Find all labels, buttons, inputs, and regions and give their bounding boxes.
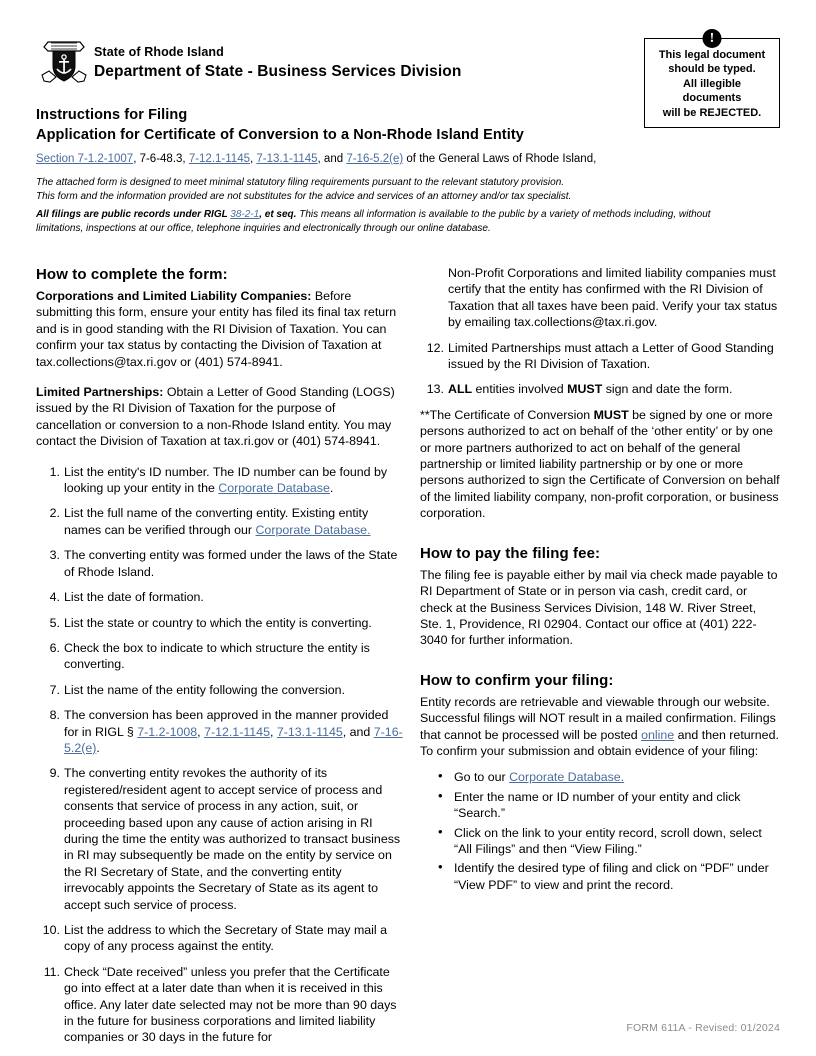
bullet-text: Go to our bbox=[454, 770, 510, 785]
title-line-2: Application for Certificate of Conversion to a Non-Rhode Island Entity bbox=[36, 127, 524, 143]
statute-link-7-13-1-1145[interactable]: 7-13.1-1145 bbox=[256, 153, 318, 165]
instruction-list-right bbox=[420, 340, 780, 398]
list-item bbox=[438, 789, 780, 822]
limited-partnerships-body: Obtain a Letter of Good Standing (LOGS) issued by the RI Division of Taxation for the purpose of cancellation or conversion to a non-Rhode Island entity. You may contact the Division of Taxation at tax.ri.gov or (401) 574-8941. bbox=[36, 385, 395, 449]
bullet-text: Identify the desired type of filing and click on “PDF” under “View PDF” to view and print the record. bbox=[454, 861, 769, 892]
warning-line-2: should be typed. bbox=[668, 63, 756, 76]
note-emphasis-must: MUST bbox=[593, 407, 629, 422]
list-item bbox=[438, 825, 780, 858]
list-item-emphasis-must: MUST bbox=[567, 382, 603, 397]
list-item bbox=[420, 381, 780, 397]
list-item bbox=[36, 922, 404, 955]
list-item bbox=[36, 589, 404, 605]
list-item-text: The converting entity revokes the authority of its registered/resident agent to accept service of process and consents that service of process in any action, suit, or proceeding based upon any cause of action arising in RI during the time the entity was authorized to transact business in RI may subsequently be made on the entity by service on the RI Secretary of State, and the converting entity irrevocably appoints the Secretary of State as its agent to accept such service of process. bbox=[64, 766, 401, 912]
warning-line-5: will be REJECTED. bbox=[662, 106, 762, 119]
list-item-text: The conversion has been approved in the manner provided for in RIGL § bbox=[64, 708, 389, 739]
warning-line-3: All illegible bbox=[682, 77, 742, 90]
list-item bbox=[36, 640, 404, 673]
list-item-number: 10. bbox=[42, 923, 60, 937]
how-to-complete-heading: How to complete the form: bbox=[36, 266, 228, 283]
public-records-lead: All filings are public records under RIGL bbox=[36, 209, 231, 220]
statute-link-7-16-5-2e[interactable]: 7-16-5.2(e) bbox=[64, 724, 403, 755]
statute-link-7-1-2-1007[interactable]: Section 7-1.2-1007 bbox=[36, 153, 134, 165]
department-name: Department of State - Business Services Division bbox=[94, 63, 462, 80]
list-item-emphasis-all: ALL bbox=[448, 382, 473, 397]
list-item-number: 4. bbox=[49, 590, 60, 605]
exclamation-circle-icon: ! bbox=[703, 29, 722, 48]
how-to-confirm-heading: How to confirm your filing: bbox=[420, 671, 614, 689]
note-text-1: **The Certificate of Conversion bbox=[420, 407, 594, 422]
state-name: State of Rhode Island bbox=[94, 45, 224, 59]
list-item-text: List the date of formation. bbox=[64, 590, 204, 605]
bullet-icon: • bbox=[438, 787, 443, 803]
warning-line-4: documents bbox=[682, 92, 742, 105]
list-item-sep-4: . bbox=[96, 740, 100, 755]
bullet-text: Click on the link to your entity record, scroll down, select “All Filings” and then “View Filing.” bbox=[454, 825, 762, 856]
how-to-pay-heading: How to pay the filing fee: bbox=[420, 544, 601, 562]
list-item-text: Check “Date received” unless you prefer that the Certificate go into effect at a later date than when it is received in this office. Any later date selected may not be more than 90 days in the future for business corporations and limited liability companies or 30 days in the future for bbox=[64, 964, 397, 1045]
list-item-number: 3. bbox=[49, 548, 60, 563]
statute-link-7-1-2-1008[interactable]: 7-1.2-1008 bbox=[137, 724, 198, 739]
list-item-number: 11. bbox=[43, 964, 60, 979]
list-item bbox=[36, 707, 404, 756]
confirm-text-2: and then returned. To confirm your submission and obtain evidence of your filing: bbox=[420, 727, 779, 758]
left-column bbox=[36, 265, 404, 1055]
public-records-lead-tail: , et seq. bbox=[259, 209, 297, 220]
title-line-1: Instructions for Filing bbox=[36, 107, 188, 123]
statute-citation-line bbox=[36, 152, 736, 167]
list-item-text: List the entity's ID number. The ID number can be found by looking up your entity in the bbox=[64, 464, 388, 496]
list-item-number: 9. bbox=[49, 766, 60, 781]
list-item-text: Limited Partnerships must attach a Letter of Good Standing issued by the RI Division of Taxation. bbox=[448, 340, 774, 372]
page-title bbox=[36, 106, 736, 145]
list-item-sep-3: , and bbox=[342, 724, 374, 739]
citation-text-1: , 7-6-48.3, bbox=[133, 153, 189, 165]
right-column bbox=[420, 265, 780, 896]
corporate-database-link[interactable]: Corporate Database bbox=[218, 481, 330, 496]
statute-link-7-16-5-2e[interactable]: 7-16-5.2(e) bbox=[346, 153, 404, 165]
public-records-notice bbox=[36, 208, 736, 235]
citation-text-3: , and bbox=[317, 153, 347, 165]
statute-link-7-12-1-1145[interactable]: 7-12.1-1145 bbox=[188, 153, 250, 165]
list-item-text: Check the box to indicate to which structure the entity is converting. bbox=[64, 640, 370, 672]
list-item-sep-1: , bbox=[197, 724, 205, 739]
list-item bbox=[36, 547, 404, 580]
list-item-number: 7. bbox=[49, 682, 60, 697]
disclaimer-line-1: The attached form is designed to meet minimal statutory filing requirements pursuant to the relevant statutory provision. bbox=[36, 177, 565, 188]
signature-requirement-note bbox=[420, 407, 780, 522]
disclaimer-line-2: This form and the information provided are not substitutes for the advice and services of an attorney and/or tax specialist. bbox=[36, 190, 572, 202]
warning-line-1: This legal document bbox=[658, 49, 766, 61]
bullet-text: Enter the name or ID number of your entity and click “Search.” bbox=[454, 789, 741, 821]
list-item-number: 6. bbox=[49, 640, 60, 655]
list-item-text-after: . bbox=[329, 481, 334, 496]
bullet-icon: • bbox=[438, 768, 443, 784]
list-item-sep-2: , bbox=[269, 724, 277, 739]
corporate-database-link[interactable]: Corporate Database. bbox=[255, 522, 371, 537]
corporations-paragraph-body: Before submitting this form, ensure your entity has filed its final tax return and is in good standing with the RI Division of Taxation. You can confirm your tax status by contacting the Division of Taxation at tax.collections@tax.ri.gov or (401) 574-8941. bbox=[36, 289, 397, 369]
corporations-paragraph bbox=[36, 288, 404, 370]
list-item-text: List the full name of the converting entity. Existing entity names can be verified through our bbox=[64, 506, 369, 537]
note-text-2: be signed by one or more persons authorized to act on behalf of the ‘other entity’ or by one or more partners authorized to act on behalf of the general partnership or limited liability partnership or by one or more persons authorized to sign the Certificate of Conversion on behalf of the limited liability company, non-profit corporation, or business corporation. bbox=[420, 407, 780, 521]
statute-link-7-12-1-1145[interactable]: 7-12.1-1145 bbox=[204, 724, 270, 739]
list-item-number: 8. bbox=[49, 708, 60, 723]
confirm-text-1: Entity records are retrievable and viewable through our website. Successful filings will NOT result in a mailed confirmation. Filings that cannot be processed will be posted bbox=[420, 694, 776, 742]
confirm-filing-paragraph bbox=[420, 694, 780, 760]
filing-fee-paragraph: The filing fee is payable either by mail via check made payable to RI Department of State or in person via cash, credit card, or check at the Business Services Division, 148 W. River Street, Ste. 1, Providence, RI 02904. Contact our office at (401) 222-3040 for further information. bbox=[420, 567, 778, 648]
list-item-number: 12. bbox=[426, 340, 444, 355]
list-item-number: 2. bbox=[49, 506, 60, 521]
statute-link-38-2-1[interactable]: 38-2-1 bbox=[230, 209, 260, 220]
list-item bbox=[36, 682, 404, 698]
form-footer: FORM 611A - Revised: 01/2024 bbox=[626, 1022, 780, 1034]
online-link[interactable]: online bbox=[641, 727, 675, 742]
corporations-paragraph-lead: Corporations and Limited Liability Companies: bbox=[36, 289, 312, 303]
statute-link-7-13-1-1145[interactable]: 7-13.1-1145 bbox=[276, 724, 343, 739]
item-11-continuation-paragraph: Non-Profit Corporations and limited liability companies must certify that the entity has confirmed with the RI Division of Taxation that all taxes have been paid. Verify your tax status by emailing tax.collections@tax.ri.gov. bbox=[448, 266, 778, 330]
list-item bbox=[36, 615, 404, 631]
confirm-steps-list bbox=[420, 769, 780, 893]
bullet-icon: • bbox=[438, 859, 443, 875]
list-item-text: List the state or country to which the entity is converting. bbox=[64, 615, 372, 630]
list-item bbox=[36, 464, 404, 497]
list-item bbox=[420, 340, 780, 373]
citation-text-4: of the General Laws of Rhode Island, bbox=[403, 153, 597, 165]
list-item-number: 1. bbox=[49, 464, 60, 479]
list-item bbox=[438, 769, 780, 785]
list-item-text: entities involved bbox=[472, 382, 568, 397]
corporate-database-link[interactable]: Corporate Database. bbox=[509, 770, 625, 785]
limited-partnerships-paragraph bbox=[36, 384, 404, 450]
list-item bbox=[438, 860, 780, 893]
list-item-number: 5. bbox=[49, 615, 60, 630]
citation-text-2: , bbox=[249, 153, 257, 165]
public-records-body: This means all information is available to the public by a variety of methods including, without limitations, inspections at our office, telephone inquiries and electronically through our online database. bbox=[36, 209, 711, 234]
limited-partnerships-lead: Limited Partnerships: bbox=[36, 385, 164, 400]
form-disclaimer bbox=[36, 176, 736, 203]
list-item-text-tail: sign and date the form. bbox=[602, 382, 733, 397]
list-item-number: 13. bbox=[426, 382, 444, 397]
bullet-icon: • bbox=[438, 823, 443, 839]
agency-name-block bbox=[94, 44, 461, 82]
list-item-text: The converting entity was formed under the laws of the State of Rhode Island. bbox=[64, 548, 398, 579]
instruction-list-left bbox=[36, 464, 404, 1046]
list-item bbox=[36, 765, 404, 913]
list-item-text: List the name of the entity following the conversion. bbox=[64, 682, 346, 697]
list-item bbox=[36, 505, 404, 538]
rhode-island-state-seal-icon bbox=[38, 38, 90, 86]
list-item-text: List the address to which the Secretary of State may mail a copy of any process against the entity. bbox=[64, 923, 387, 954]
